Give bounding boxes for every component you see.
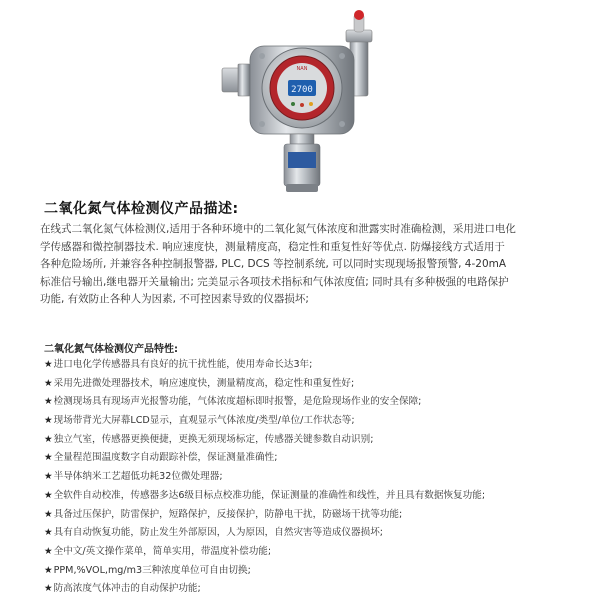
feature-text: PPM,%VOL,mg/m3三种浓度单位可自由切换; bbox=[53, 564, 251, 576]
star-icon: ★ bbox=[44, 377, 53, 389]
star-icon: ★ bbox=[44, 415, 53, 427]
display-reading: 2700 bbox=[291, 85, 313, 95]
feature-item bbox=[44, 356, 594, 375]
description-line: 功能, 有效防止各种人为因素, 不可控因素导致的仪器损坏; bbox=[40, 293, 309, 305]
feature-item bbox=[44, 449, 594, 468]
feature-text: 半导体纳米工艺超低功耗32位微处理器; bbox=[53, 471, 223, 483]
feature-text: 具备过压保护，防雷保护，短路保护，反接保护，防静电干扰，防磁场干扰等功能; bbox=[53, 508, 403, 520]
brand-label: NAN bbox=[296, 66, 308, 72]
feature-item bbox=[44, 506, 594, 525]
feature-text: 防高浓度气体冲击的自动保护功能; bbox=[53, 583, 201, 595]
feature-text: 检测现场具有现场声光报警功能，气体浓度超标即时报警，是危险现场作业的安全保障; bbox=[53, 396, 422, 408]
star-icon: ★ bbox=[44, 545, 53, 557]
star-icon: ★ bbox=[44, 433, 53, 445]
star-icon: ★ bbox=[44, 396, 53, 408]
feature-item bbox=[44, 393, 594, 412]
feature-item bbox=[44, 468, 594, 487]
star-icon: ★ bbox=[44, 471, 53, 483]
feature-item bbox=[44, 543, 594, 562]
gas-detector-image bbox=[218, 6, 388, 196]
description-line: 各种危险场所, 并兼容各种控制报警器, PLC, DCS 等控制系统, 可以同时实现现场报警预警, 4-20mA bbox=[40, 258, 507, 270]
star-icon: ★ bbox=[44, 527, 53, 539]
star-icon: ★ bbox=[44, 452, 53, 464]
star-icon: ★ bbox=[44, 564, 53, 576]
feature-text: 全软件自动校准，传感器多达6级目标点校准功能，保证测量的准确性和线性，并且具有数据恢复功能; bbox=[53, 489, 486, 501]
feature-text: 全中文/英文操作菜单，简单实用，带温度补偿功能; bbox=[53, 545, 272, 557]
feature-item bbox=[44, 412, 594, 431]
feature-item bbox=[44, 487, 594, 506]
star-icon: ★ bbox=[44, 508, 53, 520]
feature-item bbox=[44, 431, 594, 450]
features-list bbox=[44, 356, 594, 599]
star-icon: ★ bbox=[44, 583, 53, 595]
description-line: 标准信号输出,继电器开关量输出; 完美显示各项技术指标和气体浓度值; 同时具有多种极强的电路保护 bbox=[40, 275, 509, 288]
description-body bbox=[40, 221, 575, 309]
star-icon: ★ bbox=[44, 359, 53, 370]
feature-text: 独立气室，传感器更换便捷，更换无须现场标定，传感器关键参数自动识别; bbox=[53, 433, 374, 445]
features-title: 二氧化氮气体检测仪产品特性: bbox=[44, 344, 178, 355]
feature-text: 全量程范围温度数字自动跟踪补偿，保证测量准确性; bbox=[53, 452, 278, 464]
feature-text: 进口电化学传感器具有良好的抗干扰性能，使用寿命长达3年; bbox=[53, 359, 313, 370]
feature-text: 现场带背光大屏幕LCD显示，直观显示气体浓度/类型/单位/工作状态等; bbox=[53, 415, 355, 427]
feature-item bbox=[44, 524, 594, 543]
description-line: 在线式二氧化氮气体检测仪,适用于各种环境中的二氧化氮气体浓度和泄露实时准确检测，采用进口电化 bbox=[40, 223, 516, 235]
star-icon: ★ bbox=[44, 489, 53, 501]
feature-item bbox=[44, 580, 594, 599]
description-title: 二氧化氮气体检测仪产品描述: bbox=[44, 201, 239, 217]
feature-item bbox=[44, 562, 594, 581]
feature-text: 采用先进微处理器技术，响应速度快，测量精度高，稳定性和重复性好; bbox=[53, 377, 355, 389]
description-line: 学传感器和微控制器技术. 响应速度快，测量精度高，稳定性和重复性好等优点. 防爆接线方式适用于 bbox=[40, 240, 505, 253]
feature-item bbox=[44, 375, 594, 394]
feature-text: 具有自动恢复功能，防止发生外部原因，人为原因，自然灾害等造成仪器损坏; bbox=[53, 527, 384, 539]
